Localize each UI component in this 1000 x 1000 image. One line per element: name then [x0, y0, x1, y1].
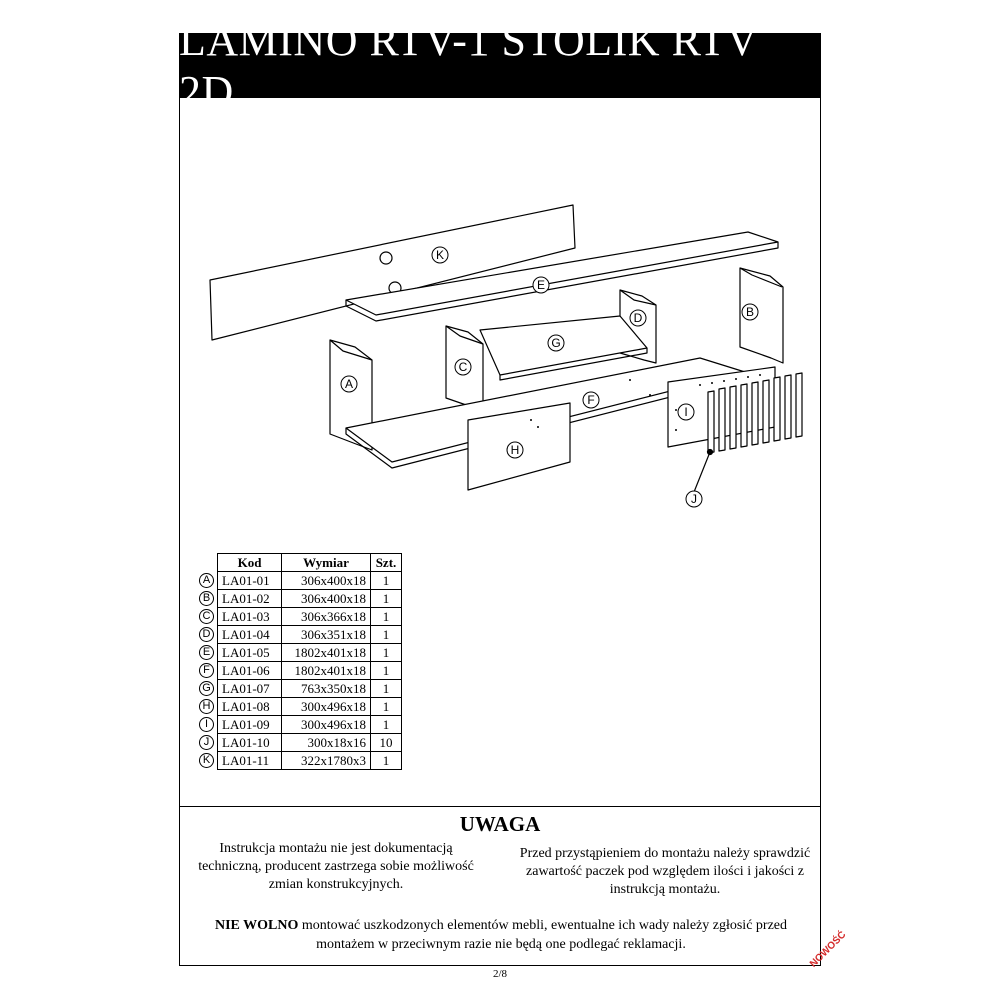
- svg-text:A: A: [344, 377, 354, 391]
- callout-i: [678, 404, 694, 420]
- callout-j: [686, 491, 702, 507]
- cell-kod: LA01-04: [218, 626, 282, 644]
- warning-text: [186, 916, 816, 954]
- table-row: [218, 716, 402, 734]
- page-title: LAMINO RTV-1 STOLIK RTV 2D: [179, 33, 821, 98]
- table-row: [218, 752, 402, 770]
- part-letter-marker: J: [199, 735, 214, 750]
- part-letter-marker: C: [199, 609, 214, 624]
- cell-wymiar: 322x1780x3: [282, 752, 371, 770]
- part-letter-marker: E: [199, 645, 214, 660]
- svg-text:J: J: [691, 492, 697, 506]
- part-letter-marker: I: [199, 717, 214, 732]
- table-row: [218, 698, 402, 716]
- cell-kod: LA01-10: [218, 734, 282, 752]
- header-wymiar: Wymiar: [282, 554, 371, 572]
- cell-wymiar: 1802x401x18: [282, 662, 371, 680]
- table-row: [218, 680, 402, 698]
- callout-a: [341, 376, 357, 392]
- cell-wymiar: 306x400x18: [282, 590, 371, 608]
- svg-text:F: F: [587, 393, 595, 407]
- cell-szt: 1: [371, 608, 402, 626]
- svg-text:K: K: [435, 248, 445, 262]
- cell-kod: LA01-06: [218, 662, 282, 680]
- callout-e: [533, 277, 549, 293]
- cell-wymiar: 306x366x18: [282, 608, 371, 626]
- cell-kod: LA01-09: [218, 716, 282, 734]
- callout-d: [630, 310, 646, 326]
- notice-left-text: Instrukcja montażu nie jest dokumentacją techniczną, producent zastrzega sobie możliwość zmian konstrukcyjnych.: [198, 841, 474, 892]
- section-divider: [179, 806, 821, 807]
- part-letter-marker: F: [199, 663, 214, 678]
- cell-kod: LA01-08: [218, 698, 282, 716]
- header-kod: Kod: [218, 554, 282, 572]
- callout-f: [583, 392, 599, 408]
- parts-table: [217, 553, 402, 770]
- table-row: [218, 608, 402, 626]
- cell-szt: 1: [371, 590, 402, 608]
- table-row: [218, 734, 402, 752]
- cell-wymiar: 306x400x18: [282, 572, 371, 590]
- callout-k: [432, 247, 448, 263]
- cell-szt: 1: [371, 752, 402, 770]
- svg-text:C: C: [458, 360, 468, 374]
- cell-kod: LA01-11: [218, 752, 282, 770]
- table-row: [218, 590, 402, 608]
- cell-kod: LA01-01: [218, 572, 282, 590]
- notice-heading: UWAGA: [459, 812, 541, 836]
- page-number: 2/8: [492, 968, 508, 980]
- cell-wymiar: 1802x401x18: [282, 644, 371, 662]
- new-stamp: NOWOŚĆ: [808, 929, 849, 970]
- part-letter-marker: G: [199, 681, 214, 696]
- part-letter-marker: D: [199, 627, 214, 642]
- table-row: [218, 572, 402, 590]
- cell-szt: 1: [371, 680, 402, 698]
- notice-right-text: Przed przystąpieniem do montażu należy sprawdzić zawartość paczek pod względem ilości i jakości z instrukcją montażu.: [519, 846, 811, 897]
- cell-szt: 1: [371, 644, 402, 662]
- table-row: [218, 644, 402, 662]
- cell-szt: 10: [371, 734, 402, 752]
- cell-kod: LA01-05: [218, 644, 282, 662]
- callout-h: [507, 442, 523, 458]
- callout-b: [742, 304, 758, 320]
- svg-text:G: G: [551, 336, 561, 350]
- cell-kod: LA01-07: [218, 680, 282, 698]
- cell-wymiar: 300x496x18: [282, 698, 371, 716]
- svg-text:B: B: [745, 305, 755, 319]
- header-szt: Szt.: [371, 554, 402, 572]
- table-row: [218, 662, 402, 680]
- cell-kod: LA01-02: [218, 590, 282, 608]
- cell-szt: 1: [371, 626, 402, 644]
- part-letter-marker: K: [199, 753, 214, 768]
- cell-szt: 1: [371, 698, 402, 716]
- part-letter-column: [199, 573, 214, 771]
- part-letter-marker: B: [199, 591, 214, 606]
- callout-c: [455, 359, 471, 375]
- callout-g: [548, 335, 564, 351]
- cell-kod: LA01-03: [218, 608, 282, 626]
- cell-szt: 1: [371, 716, 402, 734]
- exploded-assembly-drawing: [180, 98, 820, 558]
- part-letter-marker: A: [199, 573, 214, 588]
- cell-wymiar: 300x496x18: [282, 716, 371, 734]
- table-row: [218, 626, 402, 644]
- warning-bold: NIE WOLNO: [214, 918, 299, 933]
- warning-rest: montować uszkodzonych elementów mebli, ewentualne ich wady należy zgłosić przed montażem w przeciwnym razie nie będą one podlegać reklamacji.: [298, 918, 788, 952]
- part-letter-marker: H: [199, 699, 214, 714]
- cell-wymiar: 763x350x18: [282, 680, 371, 698]
- cell-szt: 1: [371, 572, 402, 590]
- table-header-row: [218, 554, 402, 572]
- cell-wymiar: 300x18x16: [282, 734, 371, 752]
- svg-text:I: I: [684, 405, 688, 419]
- cell-szt: 1: [371, 662, 402, 680]
- cell-wymiar: 306x351x18: [282, 626, 371, 644]
- svg-text:E: E: [536, 278, 546, 292]
- svg-text:H: H: [510, 443, 520, 457]
- svg-text:D: D: [633, 311, 643, 325]
